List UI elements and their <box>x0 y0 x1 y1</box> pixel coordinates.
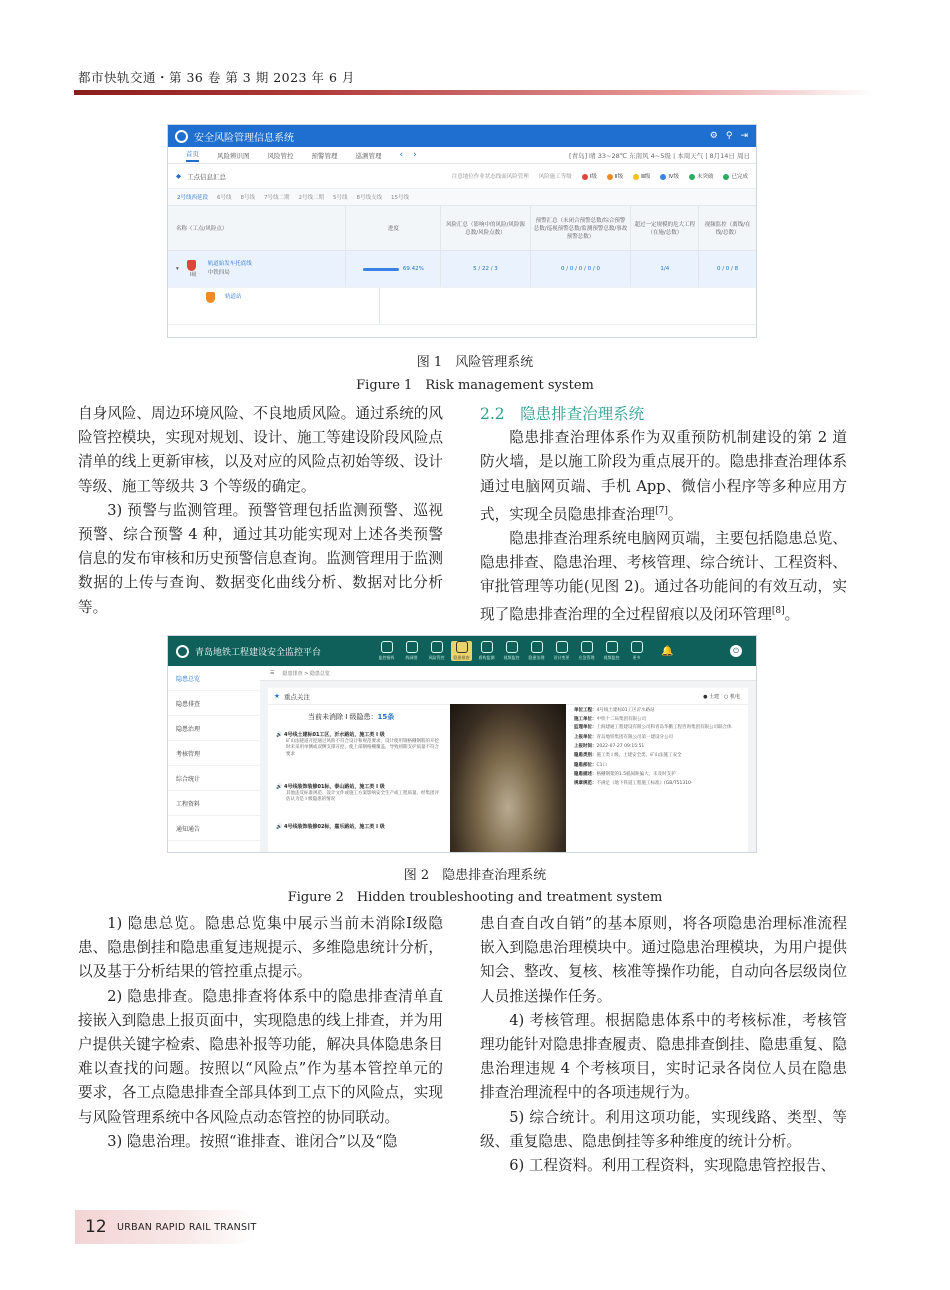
f2-module-label: 更多 <box>632 655 641 660</box>
f2-detail-value: 上海建通工程建设有限公司和青岛华鹏工程咨询集团有限公司联合体 <box>596 725 732 731</box>
f2-module <box>551 641 572 661</box>
power-icon: ⏻ <box>730 645 742 657</box>
f1-line-tab: 15号线 <box>391 195 409 201</box>
f2-detail-key: 规章规范： <box>574 780 597 786</box>
chevron-left-icon: ‹ <box>399 150 404 160</box>
metro-logo-icon <box>176 645 189 658</box>
f1-level-1 <box>582 172 597 180</box>
f1-level-3-label: Ⅲ级 <box>641 174 651 180</box>
f1-level-6 <box>723 172 748 180</box>
speaker-icon: 🔊 <box>276 784 283 790</box>
paragraph: 6) 工程资料。利用工程资料，实现隐患管控报告、 <box>509 1157 836 1175</box>
f2-module <box>476 641 497 661</box>
f2-module <box>376 641 397 661</box>
f1-row-big: 1/4 <box>631 251 699 287</box>
progress-bar <box>363 268 399 271</box>
f2-module-label: 设计变更 <box>553 655 570 660</box>
shield-icon <box>206 292 215 303</box>
f1-nav-patrol: 巡测管理 <box>355 151 382 160</box>
f2-count-value: 15条 <box>377 713 395 721</box>
f1-th-big-project: 超过一定规模的危大工程（在施/总数） <box>631 206 699 250</box>
figure-1-screenshot <box>167 124 757 338</box>
sidebar-item: 隐患排查 <box>168 691 260 716</box>
f2-detail-key: 上报单位： <box>574 734 597 740</box>
list-item <box>276 824 441 831</box>
f2-module <box>626 641 647 661</box>
bell-icon: 🔔 <box>661 645 674 657</box>
f2-module <box>576 641 597 661</box>
table-row <box>168 251 756 288</box>
f1-level-4 <box>660 172 679 180</box>
chevron-down-icon: ▾ <box>176 266 179 272</box>
page-number: 12 <box>85 1217 107 1237</box>
list-item <box>276 732 441 758</box>
figure-2-caption-cn: 图 2 隐患排查治理系统 <box>403 868 547 883</box>
citation-ref: [8] <box>771 606 785 617</box>
f2-module <box>501 641 522 661</box>
speaker-icon: 🔊 <box>276 732 283 738</box>
f1-summary-note: 注意地位作业状态线面风险管理 <box>451 174 529 180</box>
journal-header: 都市快轨交通・第 36 卷 第 3 期 2023 年 6 月 <box>78 70 355 85</box>
f2-item-body: 矿山法隧道开挖通过风险不符合设计和规范要求，设计使用钢格栅钢筋的开挖时未采用单侧或双侧支撑开挖，使上部钢格栅覆盖，导致初期支护质量不符合要求 <box>286 738 439 757</box>
f2-module-label: 视频监控 <box>503 655 520 660</box>
f2-detail-key: 施工单位： <box>574 717 597 723</box>
f2-detail-value: 4号线土建标01工区沂水路站 <box>596 708 655 713</box>
f1-level-3 <box>633 172 650 180</box>
f1-summary-bar <box>168 164 756 188</box>
f1-level-1-label: Ⅰ级 <box>589 174 597 180</box>
f2-panel-header <box>268 688 748 705</box>
menu-icon: ☰ <box>270 670 275 676</box>
f1-row-tag: I级 <box>190 272 197 278</box>
right-column-1 <box>480 402 847 628</box>
paragraph: 3) 预警与监测管理。预警管理包括监测预警、巡视预警、综合预警 4 种，通过其功能实现对上述各类预警信息的发布审核和历史预警信息查询。监测管理用于监测数据的上传与查询、数据变化曲线分析、数据对比分析等。 <box>78 501 443 616</box>
header-rule <box>74 90 874 95</box>
f1-th-progress: 进度 <box>346 206 441 250</box>
f2-detail-value: C1口 <box>596 762 608 768</box>
f1-table-header <box>168 205 756 251</box>
metro-logo-icon <box>175 130 188 143</box>
f2-detail-key: 隐患类别： <box>574 753 597 759</box>
f1-line-tab: 7号线二期 <box>264 195 290 201</box>
f2-module-label: 应急管理 <box>578 655 595 660</box>
f2-item-title: 4号线装饰装修01标，泰山路站，施工类 I 级 <box>283 784 385 790</box>
f1-line-tabs <box>168 188 756 205</box>
paragraph <box>480 426 847 527</box>
f2-module-label: 监控指挥 <box>378 655 395 660</box>
f1-th-risk: 风险汇总（影响中的风险/风险源总数/风险点数） <box>441 206 530 250</box>
f2-sidebar <box>168 666 260 852</box>
f1-nav-warning: 预警管理 <box>311 151 338 160</box>
left-column-1 <box>78 402 443 620</box>
f2-module-label: 风险管控 <box>428 655 445 660</box>
f1-row-warning: 0 / 0 / 0 / 0 / 0 <box>531 251 632 287</box>
f2-item-body: 其他违反标准规范、设计文件或施工方案影响安全生产或工程质量，经集团评估认为是 I 级隐患的情况 <box>286 790 439 802</box>
sidebar-item: 综合统计 <box>168 766 260 791</box>
table-row <box>168 288 756 325</box>
f1-nav-risk-map: 风险辨识图 <box>217 151 250 160</box>
layers-icon: ◆ <box>176 172 181 180</box>
figure-1-caption-en: Figure 1 Risk management system <box>356 378 594 393</box>
f1-weather: [青岛] 晴 33~28℃ 东南风 4~5级 | 本周天气 | 8月14日 周日 <box>569 151 750 160</box>
f1-row2-name: 轨道站 <box>225 294 242 300</box>
sidebar-item: 隐患总览 <box>168 666 260 691</box>
hazard-photo <box>450 704 566 852</box>
f2-breadcrumb <box>260 666 756 681</box>
f1-nav <box>168 147 756 164</box>
f2-detail-key: 单位工程： <box>574 708 597 713</box>
f2-detail-value: 青岛地铁集团有限公司第一建设分公司 <box>596 734 673 740</box>
f1-th-video: 视频监控（离线/在线/总数） <box>704 222 751 236</box>
paragraph: 4) 考核管理。根据隐患体系中的考核标准，考核管理功能针对隐患排查履责、隐患排查倒挂、隐患重复、隐患治理违规 4 个考核项目，实时记录各岗位人员在隐患排查治理流程中的各项违规行为。 <box>480 1011 847 1102</box>
f2-module-label: 隐患排查 <box>453 655 470 660</box>
chevron-right-icon: › <box>413 150 417 160</box>
f1-nav-home: 首页 <box>186 149 199 162</box>
f1-row-progress-cell <box>346 251 441 287</box>
f2-detail-list <box>574 706 744 788</box>
f1-row-name: 轨道始发车托底线 <box>207 261 252 267</box>
speaker-icon: 🔊 <box>276 824 283 830</box>
f1-level-6-label: 已完成 <box>731 174 748 180</box>
f1-level-2-label: Ⅱ级 <box>614 174 624 180</box>
paragraph-text: 隐患排查治理系统电脑网页端，主要包括隐患总览、隐患排查、隐患治理、考核管理、综合统计、工程资料、审批管理等功能(见图 2)。通过各功能间的有效互动，实现了隐患排查治理的全过程留痕以及闭环管理 <box>480 529 847 624</box>
settings-icon: ⚙ <box>709 131 718 141</box>
f2-crumb-text: 隐患排查 > 隐患总览 <box>282 670 330 677</box>
f2-module <box>426 641 447 661</box>
f2-module <box>526 641 547 661</box>
f2-module-label: 隐患治理 <box>528 655 545 660</box>
sidebar-item: 隐患治理 <box>168 716 260 741</box>
f1-th-name: 名称（工点/风险点） <box>168 206 346 250</box>
figure-2-screenshot <box>167 635 757 853</box>
citation-ref: [7] <box>655 505 668 516</box>
f2-panel-title: 重点关注 <box>283 692 310 701</box>
f1-nav-risk-control: 风险管控 <box>267 151 294 160</box>
paragraph: 自身风险、周边环境风险、不良地质风险。通过系统的风险管控模块，实现对规划、设计、施工等建设阶段风险点清单的线上更新审核，以及对应的风险点初始等级、设计等级、施工等级共 3 个等级的确定。 <box>78 405 443 495</box>
list-item <box>276 784 441 804</box>
f2-detail-value: 格栅钢架的1.5榀间距偏大，未及时支护 <box>596 771 676 777</box>
f2-detail-key: 隐患描述： <box>574 771 597 777</box>
shield-icon <box>187 260 196 271</box>
sidebar-item: 考核管理 <box>168 741 260 766</box>
f2-detail-value: 2022-07-27 09:15:51 <box>596 744 645 750</box>
f1-row2-name-cell <box>168 288 380 324</box>
f1-level-2 <box>607 172 623 180</box>
f2-item-title: 4号线装饰装修02标，嘉乐路站，施工类 I 级 <box>283 824 385 830</box>
figure-1-caption-cn: 图 1 风险管理系统 <box>416 355 534 370</box>
sidebar-item: 工程资料 <box>168 791 260 816</box>
f2-detail-value: 施工类 I 级，土建安全类，矿山法施工安全 <box>596 753 682 759</box>
f2-module-label: 线网图 <box>405 655 418 660</box>
f2-module-bar <box>376 641 647 661</box>
f2-app-title: 青岛地铁工程建设安全监控平台 <box>195 647 322 658</box>
paragraph-end: 。 <box>784 606 800 624</box>
f2-detail-key: 上报时间： <box>574 744 597 750</box>
f1-row-risk: 5 / 22 / 3 <box>441 251 530 287</box>
star-icon: ★ <box>274 692 280 700</box>
f1-app-title: 安全风险管理信息系统 <box>194 132 294 144</box>
f2-count <box>308 712 394 722</box>
f1-level-5-label: 未突破 <box>696 174 714 180</box>
f1-summary-title: 工点信息汇总 <box>187 172 226 181</box>
footer-journal: URBAN RAPID RAIL TRANSIT <box>117 1222 257 1233</box>
logout-icon: ⇥ <box>740 131 748 141</box>
paragraph-end: 。 <box>667 505 683 523</box>
f1-row-sub: 中铁四局 <box>207 270 230 276</box>
paragraph: 1) 隐患总览。隐患总览集中展示当前未消除Ⅰ级隐患、隐患倒挂和隐患重复违规提示、多维隐患统计分析，以及基于分析结果的管控重点提示。 <box>78 915 443 981</box>
f2-panel <box>268 688 748 852</box>
f1-line-tab: 2号线西延段 <box>177 195 208 201</box>
f1-level-4-label: Ⅳ级 <box>668 174 679 180</box>
f1-line-tab: 2号线二期 <box>298 195 324 201</box>
paragraph: 3) 隐患治理。按照“谁排查、谁闭合”以及“隐 <box>107 1132 398 1150</box>
paragraph-text: 隐患排查治理体系作为双重预防机制建设的第 2 道防火墙，是以施工阶段为重点展开的。隐患排查治理体系通过电脑网页端、手机 App、微信小程序等多种应用方式，实现全员隐患排查治理 <box>480 429 847 523</box>
f1-line-tab: 8号线 <box>240 195 255 201</box>
sidebar-item: 通知通告 <box>168 816 260 841</box>
f2-module <box>601 641 622 661</box>
f2-count-label: 当前未消除 I 级隐患： <box>308 713 378 721</box>
f2-titlebar <box>168 636 756 666</box>
f2-module-label: 盾构监测 <box>478 655 495 660</box>
f2-detail-key: 隐患部位： <box>574 762 597 768</box>
f2-module-label: 视频监控 <box>603 655 620 660</box>
f2-toggle: ● 土建 ○ 机电 <box>703 693 740 700</box>
f1-line-tab: 6号线 <box>217 195 232 201</box>
paragraph: 患自查自改自销”的基本原则，将各项隐患治理标准流程嵌入到隐患治理模块中。通过隐患治理模块，为用户提供知会、整改、复核、核准等操作功能，自动向各层级岗位人员推送操作任务。 <box>480 915 847 1005</box>
f1-th-warning: 预警汇总（未闭合预警总数/综合预警总数/巡视预警总数/监测预警总数/事故预警总数） <box>531 206 632 250</box>
paragraph: 2) 隐患排查。隐患排查将体系中的隐患排查清单直接嵌入到隐患上报页面中，实现隐患的线上排查，并为用户提供关键字检索、隐患补报等功能，解决具体隐患条目难以查找的问题。按照以“风险点”作为基本管控单元的要求，各工点隐患排查全部具体到工点下的风险点，实现与风险管理系统中各风险点动态管控的协同联动。 <box>78 987 443 1126</box>
f1-row-name-cell <box>168 251 346 287</box>
f2-detail-value: 中铁十二局集团有限公司 <box>596 717 646 723</box>
f1-line-tab: 8号线支线 <box>356 195 382 201</box>
f2-detail-value: 不满足《地下铁道工程施工标准》(GB/T51310- <box>596 780 693 786</box>
left-column-2 <box>78 912 443 1154</box>
paragraph: 5) 综合统计。利用这项功能，实现线路、类型、等级、重复隐患、隐患倒挂等多种维度的统计分析。 <box>480 1108 847 1150</box>
f1-level-prefix: 风险施工等级 <box>538 174 572 180</box>
f1-row-video: 0 / 0 / 8 <box>716 266 739 272</box>
f1-row-progress: 69.42% <box>402 266 424 272</box>
section-heading: 2.2 隐患排查治理系统 <box>480 405 645 423</box>
f2-item-title: 4号线土建标01工区，沂水路站，施工类 I 级 <box>283 732 385 738</box>
user-icon: ⚲ <box>725 131 733 141</box>
right-column-2 <box>480 912 847 1178</box>
f2-module-active <box>451 641 472 661</box>
f1-level-5 <box>689 172 714 180</box>
f1-line-tab: 5号线 <box>333 195 348 201</box>
f2-module <box>401 641 422 661</box>
f1-titlebar <box>168 125 756 147</box>
f2-detail-key: 监理单位： <box>574 725 597 731</box>
paragraph <box>480 527 847 628</box>
figure-2-caption-en: Figure 2 Hidden troubleshooting and treatment system <box>287 890 663 905</box>
